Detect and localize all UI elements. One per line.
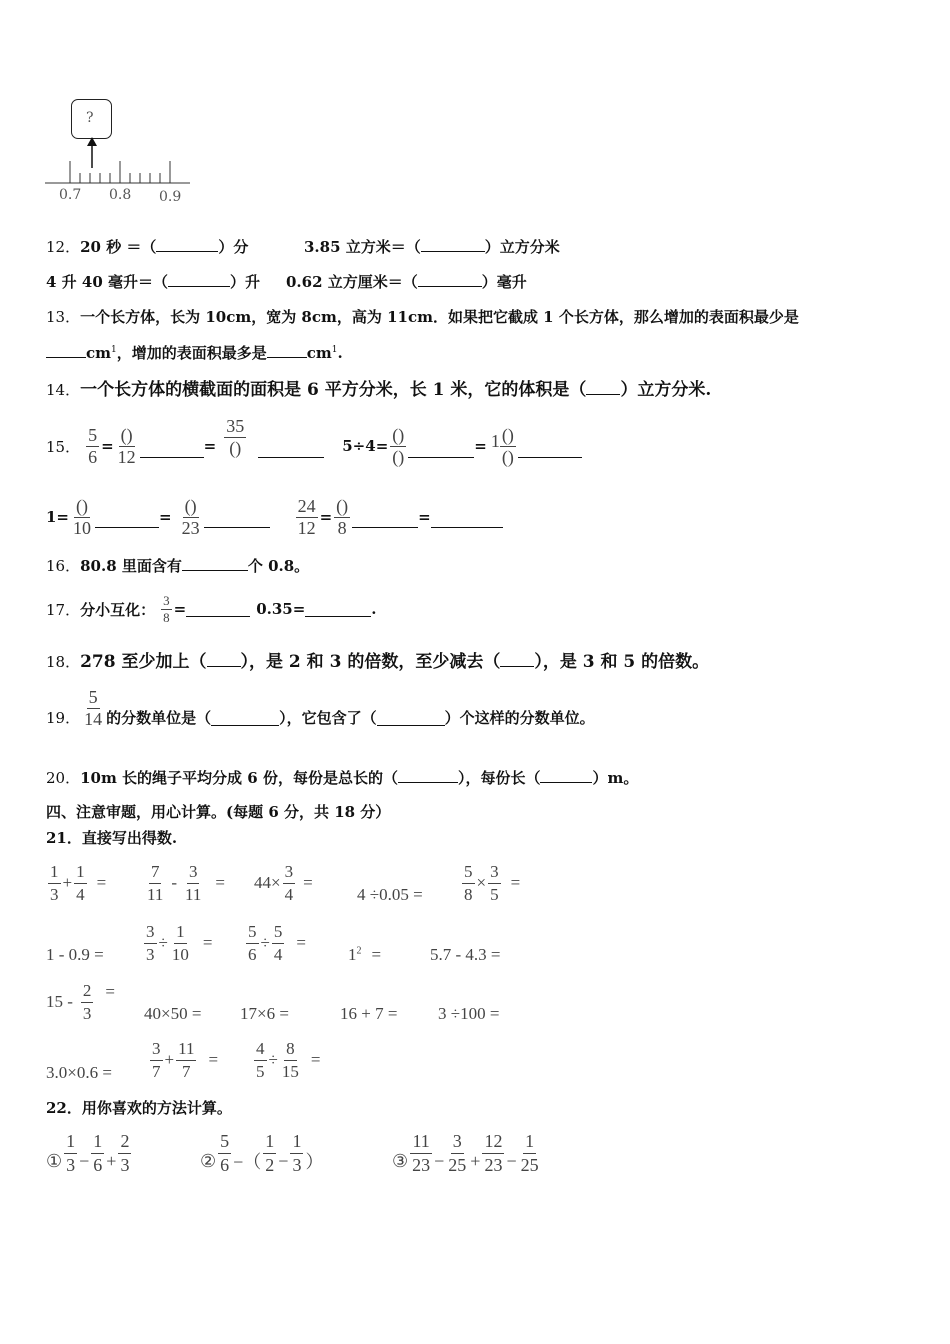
fraction: $\frac{5}{14}$ <box>84 686 103 729</box>
q12-text: ）毫升 <box>481 273 527 291</box>
unit: cm <box>86 344 112 362</box>
answer-blank[interactable] <box>540 782 592 783</box>
question-number: 18． <box>46 653 81 671</box>
question-19 <box>46 680 595 736</box>
q19-text: ），它包含了（ <box>279 708 377 727</box>
operator: - <box>171 873 178 892</box>
question-20 <box>46 767 638 788</box>
q19-text: ）个这样的分数单位。 <box>444 708 595 727</box>
unit: cm <box>306 344 332 362</box>
fraction: $\frac{5}{8}$ <box>464 861 473 904</box>
fraction: $\frac{3}{5}$ <box>490 861 499 904</box>
fraction: $\frac{1}{3}$ <box>50 861 59 904</box>
fraction: $\frac{1}{2}$ <box>265 1130 275 1175</box>
fraction: $\frac{4}{5}$ <box>256 1038 265 1081</box>
operator: + <box>470 1150 481 1171</box>
q21-expr <box>460 858 520 908</box>
q13-text: . <box>337 344 343 362</box>
q22-problem-2 <box>200 1127 323 1179</box>
q21-expr <box>46 858 106 908</box>
section-4-heading: 四、注意审题，用心计算。(每题 6 分，共 18 分） <box>46 803 391 821</box>
fraction: $\frac{5}{6}$ <box>248 921 257 964</box>
ruler-question-mark: ? <box>86 110 94 126</box>
equals-sign: = <box>310 1050 321 1069</box>
operator: ÷ <box>158 933 168 952</box>
question-number: 16． <box>46 557 81 575</box>
q21-expr: 1 - 0.9 = <box>46 945 104 964</box>
operator: −（ <box>233 1152 262 1172</box>
equals-sign: = <box>105 982 116 1001</box>
operator: − <box>278 1150 289 1171</box>
answer-blank[interactable] <box>500 666 534 667</box>
fraction: $\frac{()}{()}$ <box>392 424 405 467</box>
answer-blank[interactable] <box>377 725 445 726</box>
answer-blank[interactable] <box>156 251 218 252</box>
q12-text: 4 升 40 毫升＝（ <box>46 273 168 291</box>
fraction: $\frac{35}{()}$ <box>226 415 245 458</box>
fraction: $\frac{5}{6}$ <box>220 1130 230 1175</box>
fraction: $\frac{1}{4}$ <box>76 861 85 904</box>
question-number: 19． <box>46 708 81 727</box>
fraction: $\frac{()}{23}$ <box>181 495 200 538</box>
q20-text: 10m 长的绳子平均分成 6 份，每份是总长的（ <box>80 769 398 787</box>
expression-text: 15 - <box>46 992 73 1011</box>
answer-blank[interactable] <box>518 457 582 458</box>
answer-blank[interactable] <box>258 457 324 458</box>
fraction: $\frac{3}{7}$ <box>152 1038 161 1081</box>
question-12-row-1b <box>304 236 560 257</box>
q21-expr: 17×6 = <box>240 1004 289 1023</box>
operator: − <box>79 1150 90 1171</box>
q20-text: ）m。 <box>592 769 639 787</box>
q14-text: ）立方分米. <box>620 380 712 400</box>
answer-blank[interactable] <box>186 616 250 617</box>
question-12-row-1 <box>46 236 248 257</box>
fraction: $\frac{3}{11}$ <box>185 861 202 904</box>
question-number: 15． <box>46 437 81 456</box>
q21-expr: 16 + 7 = <box>340 1004 398 1023</box>
question-13-line-1 <box>46 306 799 327</box>
fraction: $\frac{3}{25}$ <box>448 1130 467 1175</box>
equals-sign: = <box>202 933 213 952</box>
question-17 <box>46 588 377 630</box>
question-22-title: 22．用你喜欢的方法计算。 <box>46 1099 232 1117</box>
one-equals: 1= <box>46 508 70 526</box>
fraction: $\frac{3}{4}$ <box>284 861 294 904</box>
q12-text: ）升 <box>229 273 260 291</box>
fraction: $\frac{3}{3}$ <box>146 921 155 964</box>
ruler-tick-label: 0.8 <box>109 187 132 203</box>
operator: − <box>506 1150 517 1171</box>
fraction: $\frac{1}{10}$ <box>171 921 189 964</box>
fraction: $\frac{1}{3}$ <box>292 1130 302 1175</box>
operator: ÷ <box>268 1050 278 1069</box>
division-text: 5÷4= <box>342 437 389 455</box>
q13-text: 一个长方体，长为 10cm，宽为 8cm，高为 11cm．如果把它截成 1 个长方体，那么增加的表面积最少是 <box>80 308 799 326</box>
q21-expr <box>143 858 225 908</box>
answer-blank[interactable] <box>421 251 485 252</box>
operator: × <box>476 873 487 892</box>
q21-expr: 4 ÷0.05 = <box>357 885 423 904</box>
operator: + <box>164 1050 175 1069</box>
q21-expr <box>244 918 306 968</box>
q20-text: ），每份长（ <box>457 769 541 787</box>
equals-sign: = <box>203 437 217 455</box>
question-number: 14． <box>46 381 81 399</box>
fraction: $\frac{11}{7}$ <box>178 1038 195 1081</box>
q22-problem-3 <box>392 1127 543 1179</box>
q12-text: ）立方分米 <box>484 238 560 256</box>
answer-blank[interactable] <box>168 286 230 287</box>
q12-text: ）分 <box>218 238 249 256</box>
q19-text: 的分数单位是（ <box>106 708 212 727</box>
question-15-row-2 <box>46 492 503 542</box>
fraction: $\frac{3}{8}$ <box>163 592 170 625</box>
question-16 <box>46 555 309 576</box>
fraction: $\frac{1}{3}$ <box>66 1130 76 1175</box>
answer-blank[interactable] <box>204 527 270 528</box>
power-base: 1 <box>348 945 357 964</box>
problem-marker: ② <box>200 1150 217 1171</box>
operator: − <box>434 1150 445 1171</box>
problem-marker: ③ <box>392 1150 409 1171</box>
question-number: 17． <box>46 600 81 619</box>
fraction: $\frac{()}{12}$ <box>117 424 136 467</box>
fraction: $\frac{11}{23}$ <box>412 1130 431 1175</box>
answer-blank[interactable] <box>408 457 474 458</box>
question-number: 20． <box>46 769 81 787</box>
answer-blank[interactable] <box>431 527 503 528</box>
question-12-row-2b <box>286 271 527 292</box>
unit-exponent: 1 <box>111 345 117 355</box>
equals-sign: = <box>474 437 487 455</box>
equals-sign: = <box>303 873 313 892</box>
ruler-tick-label: 0.7 <box>59 187 82 203</box>
fraction: $\frac{12}{23}$ <box>484 1130 503 1175</box>
question-14 <box>46 375 711 400</box>
equals-sign: = <box>510 873 521 892</box>
fraction: $\frac{()}{10}$ <box>73 495 92 538</box>
fraction: $\frac{5}{6}$ <box>88 424 98 467</box>
question-12-row-2 <box>46 271 260 292</box>
parenthesis: ） <box>305 1152 324 1172</box>
equals-sign: = <box>208 1050 219 1069</box>
power-exponent: 2 <box>356 945 362 957</box>
fraction: $\frac{2}{3}$ <box>82 980 92 1023</box>
operator: + <box>62 873 73 892</box>
unit-exponent: 1 <box>331 345 338 355</box>
q16-text: 80.8 里面含有 <box>80 557 182 575</box>
answer-blank[interactable] <box>586 394 620 395</box>
fraction: $\frac{8}{15}$ <box>281 1038 299 1081</box>
q21-expr: 5.7 - 4.3 = <box>430 945 501 964</box>
question-number: 13． <box>46 308 81 326</box>
fraction: $\frac{()}{8}$ <box>336 495 349 538</box>
q21-expr <box>254 858 313 908</box>
q21-expr: 3.0×0.6 = <box>46 1063 112 1082</box>
q21-expr <box>348 945 381 965</box>
q16-text: 个 0.8。 <box>247 557 310 575</box>
q17-text: 0.35= <box>256 600 306 618</box>
q12-text: 20 秒 ＝（ <box>80 238 157 256</box>
equals-sign: = <box>159 508 172 526</box>
equals-sign: = <box>371 945 382 964</box>
fraction: $\frac{1}{6}$ <box>93 1130 103 1175</box>
mixed-number-whole: 1 <box>490 430 500 451</box>
answer-blank[interactable] <box>46 357 86 358</box>
q21-expr <box>46 977 115 1027</box>
q14-text: 一个长方体的横截面的面积是 6 平方分米，长 1 米，它的体积是（ <box>80 380 587 400</box>
question-18 <box>46 647 709 672</box>
operator: + <box>106 1150 117 1171</box>
q12-text: 3.85 立方米＝（ <box>304 238 421 256</box>
question-number: 12． <box>46 238 81 256</box>
question-21-title: 21．直接写出得数. <box>46 829 178 847</box>
question-13-line-2 <box>46 342 343 363</box>
answer-blank[interactable] <box>211 725 279 726</box>
q21-expr <box>252 1035 320 1085</box>
problem-marker: ① <box>46 1150 63 1171</box>
ruler-tick-label: 0.9 <box>159 189 182 205</box>
fraction: $\frac{()}{()}$ <box>501 424 514 467</box>
fraction: $\frac{2}{3}$ <box>120 1130 130 1175</box>
q21-expr <box>148 1035 218 1085</box>
ruler-arrow-and-ticks <box>40 135 200 190</box>
fraction: $\frac{24}{12}$ <box>297 495 316 538</box>
operator: ÷ <box>260 933 270 952</box>
equals-sign: = <box>215 873 226 892</box>
answer-blank[interactable] <box>182 570 248 571</box>
q12-text: 0.62 立方厘米＝（ <box>286 273 418 291</box>
answer-blank[interactable] <box>207 666 241 667</box>
equals-sign: = <box>101 437 114 455</box>
q17-text: . <box>371 600 377 618</box>
answer-blank[interactable] <box>140 457 204 458</box>
q21-expr: 3 ÷100 = <box>438 1004 500 1023</box>
equals-sign: = <box>173 600 187 618</box>
answer-blank[interactable] <box>95 527 159 528</box>
fraction: $\frac{1}{25}$ <box>520 1130 539 1175</box>
q18-text: 278 至少加上（ <box>80 652 207 672</box>
q13-text: ，增加的表面积最多是 <box>116 344 267 362</box>
q21-expr <box>142 918 212 968</box>
equals-sign: = <box>96 873 107 892</box>
question-15-row-1 <box>46 411 582 481</box>
equals-sign: = <box>418 508 431 526</box>
equals-sign: = <box>296 933 306 952</box>
fraction: $\frac{7}{11}$ <box>147 861 164 904</box>
q21-expr: 40×50 = <box>144 1004 202 1023</box>
answer-blank[interactable] <box>305 616 371 617</box>
q18-text: ），是 3 和 5 的倍数。 <box>534 652 710 672</box>
q17-label: 分小互化： <box>80 600 156 619</box>
answer-blank[interactable] <box>352 527 418 528</box>
answer-blank[interactable] <box>398 782 458 783</box>
equals-sign: = <box>319 508 333 526</box>
answer-blank[interactable] <box>267 357 307 358</box>
expression-text: 44× <box>254 873 281 892</box>
answer-blank[interactable] <box>418 286 482 287</box>
fraction: $\frac{5}{4}$ <box>273 921 283 964</box>
q18-text: ），是 2 和 3 的倍数，至少减去（ <box>240 652 501 672</box>
q22-problem-1 <box>46 1127 133 1179</box>
